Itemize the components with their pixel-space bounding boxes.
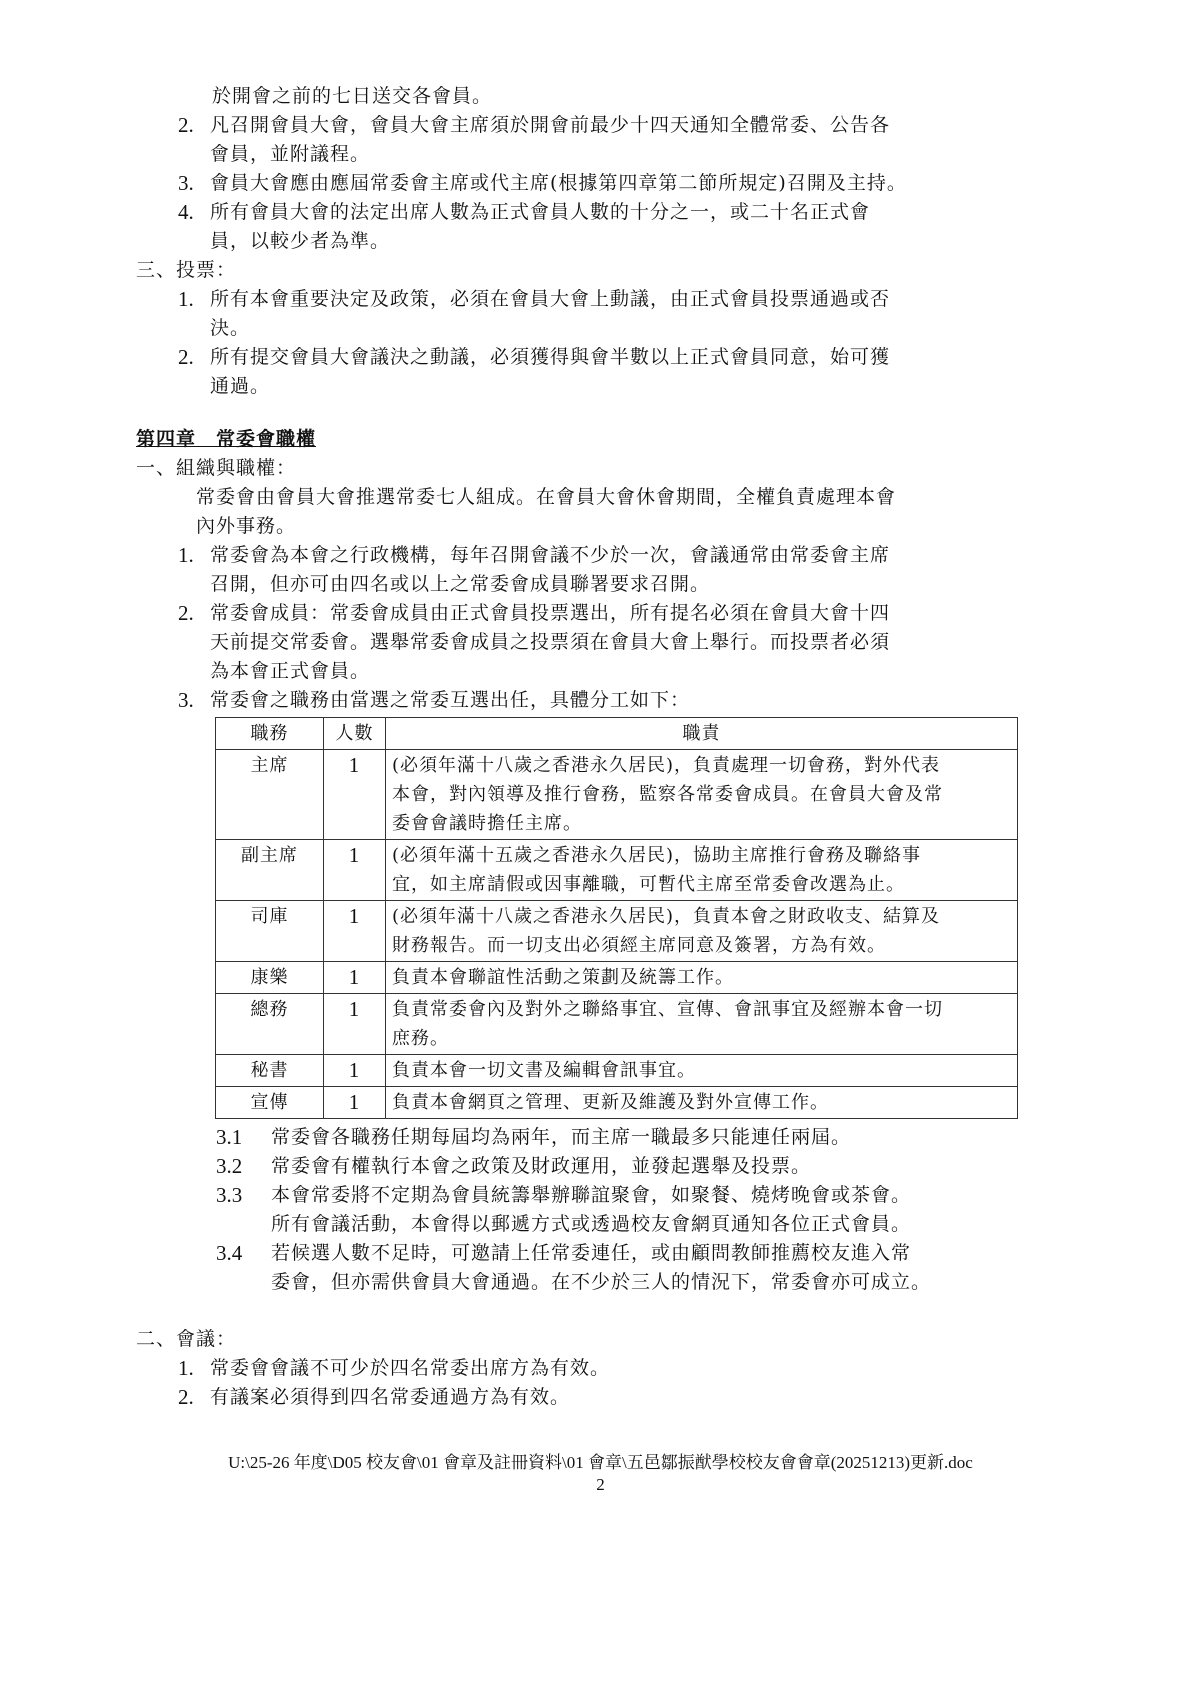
sub-item-cont: 委會，但亦需供會員大會通過。在不少於三人的情況下，常委會亦可成立。 xyxy=(271,1271,932,1293)
role-cell: 秘書 xyxy=(216,1055,324,1087)
sub-item-cont: 所有會議活動，本會得以郵遞方式或透過校友會網頁通知各位正式會員。 xyxy=(271,1213,912,1235)
sub-item xyxy=(216,1123,1046,1152)
duties-table xyxy=(215,717,1018,1119)
duty-line: 委會會議時擔任主席。 xyxy=(392,813,582,834)
list-text: 凡召開會員大會，會員大會主席須於開會前最少十四天通知全體常委、公告各 xyxy=(210,114,891,136)
count-cell: 1 xyxy=(324,1055,386,1087)
section-heading-organization: 一、組織與職權： xyxy=(136,457,297,479)
duty-line: 宜，如主席請假或因事離職，可暫代主席至常委會改選為止。 xyxy=(392,874,905,895)
paragraph-line: 常委會由會員大會推選常委七人組成。在會員大會休會期間，全權負責處理本會 xyxy=(196,486,897,508)
spacer xyxy=(0,1297,1201,1325)
role-cell: 總務 xyxy=(216,994,324,1055)
section-heading-voting: 三、投票： xyxy=(136,259,237,281)
list-item xyxy=(178,111,1038,169)
table-row xyxy=(216,840,1018,901)
sub-item xyxy=(216,1181,1046,1239)
count-cell: 1 xyxy=(324,962,386,994)
duty-cell xyxy=(386,901,1018,962)
list-text: 常委會之職務由當選之常委互選出任，具體分工如下： xyxy=(210,689,691,711)
duty-line: 本會，對內領導及推行會務，監察各常委會成員。在會員大會及常 xyxy=(392,784,943,805)
role-cell: 副主席 xyxy=(216,840,324,901)
list-item-cont: 為本會正式會員。 xyxy=(210,660,371,682)
duty-cell xyxy=(386,1087,1018,1119)
list-number: 1. xyxy=(178,1356,194,1380)
column-header-duty: 職責 xyxy=(386,718,1018,750)
table-row xyxy=(216,1087,1018,1119)
list-item xyxy=(178,343,1038,401)
footer-file-path: U:\25-26 年度\D05 校友會\01 會章及註冊資料\01 會章\五邑鄒振猷學校校友會會章(20251213)更新.doc xyxy=(228,1453,973,1472)
sub-item xyxy=(216,1152,1046,1181)
page-number: 2 xyxy=(596,1475,605,1494)
role-cell: 司庫 xyxy=(216,901,324,962)
list-item-cont: 召開，但亦可由四名或以上之常委會成員聯署要求召開。 xyxy=(210,573,711,595)
count-cell: 1 xyxy=(324,901,386,962)
list-item xyxy=(178,1354,1038,1383)
list-text: 所有本會重要決定及政策，必須在會員大會上動議，由正式會員投票通過或否 xyxy=(210,288,891,310)
table-row xyxy=(216,962,1018,994)
list-item xyxy=(178,285,1038,343)
count-cell: 1 xyxy=(324,840,386,901)
table-row xyxy=(216,901,1018,962)
list-number: 2. xyxy=(178,601,194,625)
list-text: 常委會會議不可少於四名常委出席方為有效。 xyxy=(210,1357,611,1379)
table-row xyxy=(216,750,1018,840)
list-item-cont: 通過。 xyxy=(210,375,271,397)
duty-cell xyxy=(386,750,1018,840)
list-item xyxy=(178,169,1038,198)
table-row xyxy=(216,994,1018,1055)
role-cell: 宣傳 xyxy=(216,1087,324,1119)
duty-cell xyxy=(386,962,1018,994)
list-text: 會員大會應由應屆常委會主席或代主席(根據第四章第二節所規定)召開及主持。 xyxy=(210,172,907,194)
duty-line: 負責本會網頁之管理、更新及維護及對外宣傳工作。 xyxy=(392,1092,829,1113)
count-cell: 1 xyxy=(324,750,386,840)
footer xyxy=(0,1452,1201,1496)
role-cell: 主席 xyxy=(216,750,324,840)
list-text: 常委會為本會之行政機構，每年召開會議不少於一次，會議通常由常委會主席 xyxy=(210,544,891,566)
sub-item-number: 3.3 xyxy=(216,1183,243,1207)
table-row xyxy=(216,1055,1018,1087)
duty-line: 負責本會一切文書及編輯會訊事宜。 xyxy=(392,1060,696,1081)
list-item xyxy=(178,198,1038,256)
count-cell: 1 xyxy=(324,994,386,1055)
duty-line: 庶務。 xyxy=(392,1028,449,1049)
paragraph-line: 內外事務。 xyxy=(196,515,297,537)
list-item-cont: 決。 xyxy=(210,317,251,339)
list-number: 2. xyxy=(178,113,194,137)
list-item-cont: 員，以較少者為準。 xyxy=(210,230,391,252)
column-header-count: 人數 xyxy=(324,718,386,750)
list-number: 1. xyxy=(178,543,194,567)
sub-item-number: 3.1 xyxy=(216,1125,243,1149)
count-cell: 1 xyxy=(324,1087,386,1119)
list-number: 2. xyxy=(178,1385,194,1409)
list-item xyxy=(178,599,1038,686)
list-text: 所有提交會員大會議決之動議，必須獲得與會半數以上正式會員同意，始可獲 xyxy=(210,346,891,368)
sub-item-text: 若候選人數不足時，可邀請上任常委連任，或由顧問教師推薦校友進入常 xyxy=(271,1242,912,1264)
list-number: 3. xyxy=(178,171,194,195)
duty-line: (必須年滿十八歲之香港永久居民)，負責本會之財政收支、結算及 xyxy=(392,906,941,927)
list-item-cont: 天前提交常委會。選舉常委會成員之投票須在會員大會上舉行。而投票者必須 xyxy=(210,631,891,653)
duty-line: (必須年滿十八歲之香港永久居民)，負責處理一切會務，對外代表 xyxy=(392,755,941,776)
list-text: 有議案必須得到四名常委通過方為有效。 xyxy=(210,1386,571,1408)
list-item xyxy=(178,1383,1038,1412)
sub-item-number: 3.4 xyxy=(216,1241,243,1265)
role-cell: 康樂 xyxy=(216,962,324,994)
list-number: 4. xyxy=(178,200,194,224)
sub-item-text: 本會常委將不定期為會員統籌舉辦聯誼聚會，如聚餐、燒烤晚會或茶會。 xyxy=(271,1184,912,1206)
duty-cell xyxy=(386,994,1018,1055)
sub-item-number: 3.2 xyxy=(216,1154,243,1178)
sub-item-text: 常委會有權執行本會之政策及財政運用，並發起選舉及投票。 xyxy=(271,1155,812,1177)
list-number: 3. xyxy=(178,688,194,712)
paragraph-line: 於開會之前的七日送交各會員。 xyxy=(212,85,493,107)
list-item xyxy=(178,541,1038,599)
duty-cell xyxy=(386,1055,1018,1087)
duty-line: 負責本會聯誼性活動之策劃及統籌工作。 xyxy=(392,967,734,988)
list-text: 所有會員大會的法定出席人數為正式會員人數的十分之一，或二十名正式會 xyxy=(210,201,871,223)
list-number: 1. xyxy=(178,287,194,311)
list-text: 常委會成員：常委會成員由正式會員投票選出，所有提名必須在會員大會十四 xyxy=(210,602,891,624)
section-heading-meeting: 二、會議： xyxy=(136,1328,237,1350)
duty-line: (必須年滿十五歲之香港永久居民)，協助主席推行會務及聯絡事 xyxy=(392,845,922,866)
list-item-cont: 會員，並附議程。 xyxy=(210,143,371,165)
duty-line: 負責常委會內及對外之聯絡事宜、宣傳、會訊事宜及經辦本會一切 xyxy=(392,999,943,1020)
sub-item xyxy=(216,1239,1046,1297)
duty-cell xyxy=(386,840,1018,901)
table-header-row xyxy=(216,718,1018,750)
column-header-role: 職務 xyxy=(216,718,324,750)
sub-item-text: 常委會各職務任期每屆均為兩年，而主席一職最多只能連任兩屆。 xyxy=(271,1126,852,1148)
chapter-title: 第四章 常委會職權 xyxy=(136,428,317,450)
list-number: 2. xyxy=(178,345,194,369)
list-item xyxy=(178,686,1038,715)
duty-line: 財務報告。而一切支出必須經主席同意及簽署，方為有效。 xyxy=(392,935,886,956)
